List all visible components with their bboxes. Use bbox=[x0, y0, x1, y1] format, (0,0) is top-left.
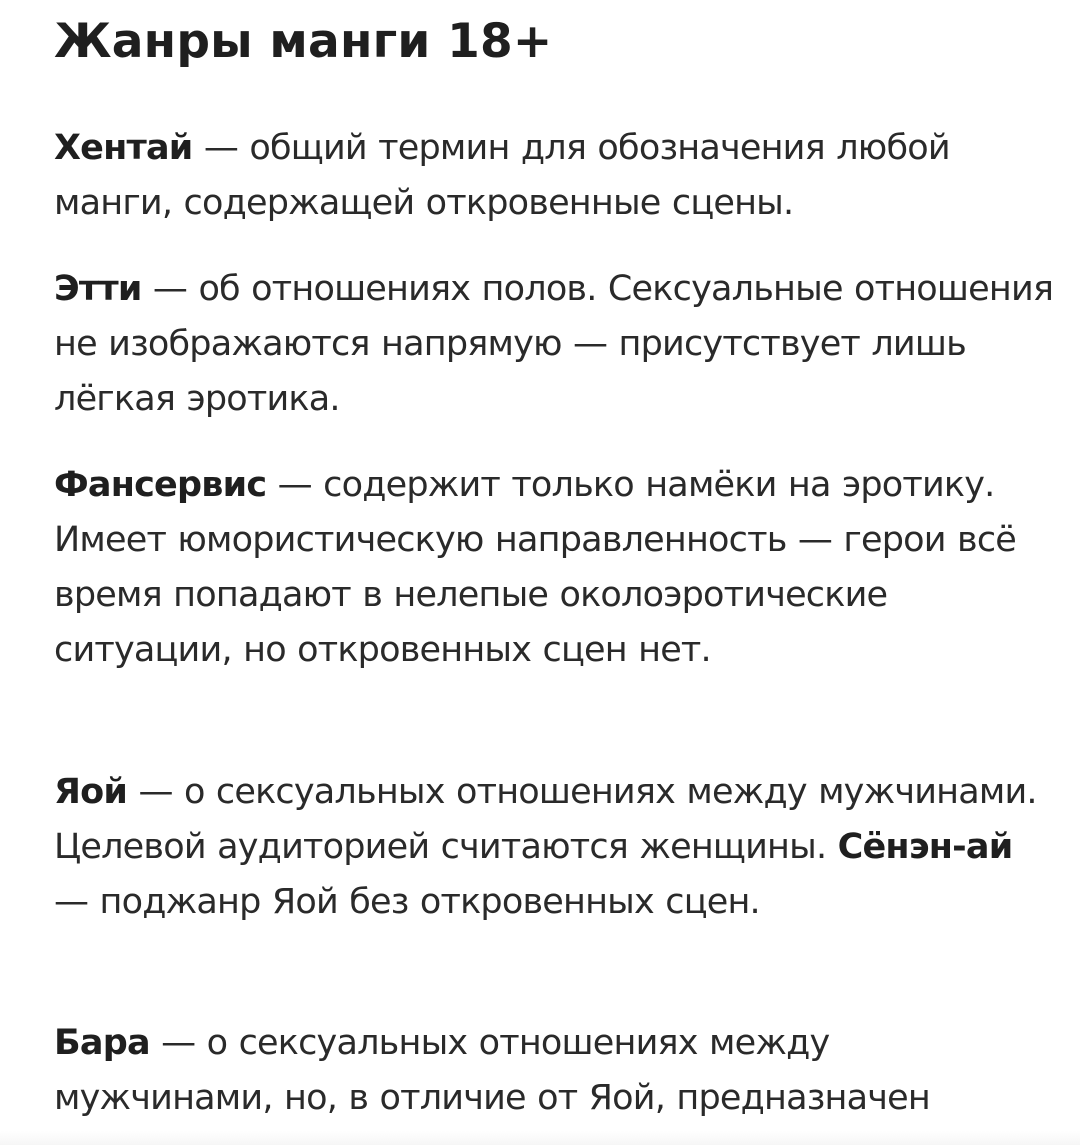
genre-term: Бара bbox=[54, 1023, 150, 1063]
genre-term: Этти bbox=[54, 269, 142, 309]
genre-description: — общий термин для обозначения любой манги, содержащей откровенные сцены. bbox=[54, 128, 950, 223]
page-title: Жанры манги 18+ bbox=[54, 14, 553, 69]
genre-term: Хентай bbox=[54, 128, 193, 168]
genre-description: — об отношениях полов. Сексуальные отношения не изображаются напрямую — присутствует лишь лёгкая эротика. bbox=[54, 269, 1054, 419]
genre-paragraph-etti bbox=[54, 262, 1054, 427]
genre-description: — о сексуальных отношениях между мужчинами, но, в отличие от Яой, предназначен bbox=[54, 1023, 930, 1118]
genre-subdescription: — поджанр Яой без откровенных сцен. bbox=[54, 882, 760, 922]
genre-term: Фансервис bbox=[54, 465, 267, 505]
genre-term: Яой bbox=[54, 772, 128, 812]
article bbox=[54, 0, 1054, 1118]
bottom-fade bbox=[0, 1131, 1080, 1145]
genre-paragraph-bara bbox=[54, 1016, 1054, 1126]
genre-description: — о сексуальных отношениях между мужчинами. Целевой аудиторией считаются женщины. bbox=[54, 772, 1037, 867]
genre-paragraph-hentai bbox=[54, 121, 1054, 231]
genre-paragraph-yaoi bbox=[54, 765, 1054, 930]
genre-subterm: Сёнэн-ай bbox=[837, 827, 1013, 867]
genre-description: — содержит только намёки на эротику. Имеет юмористическую направленность — герои всё время попадают в нелепые околоэротические ситуации, но откровенных сцен нет. bbox=[54, 465, 1017, 670]
genre-paragraph-fanservice bbox=[54, 458, 1054, 678]
